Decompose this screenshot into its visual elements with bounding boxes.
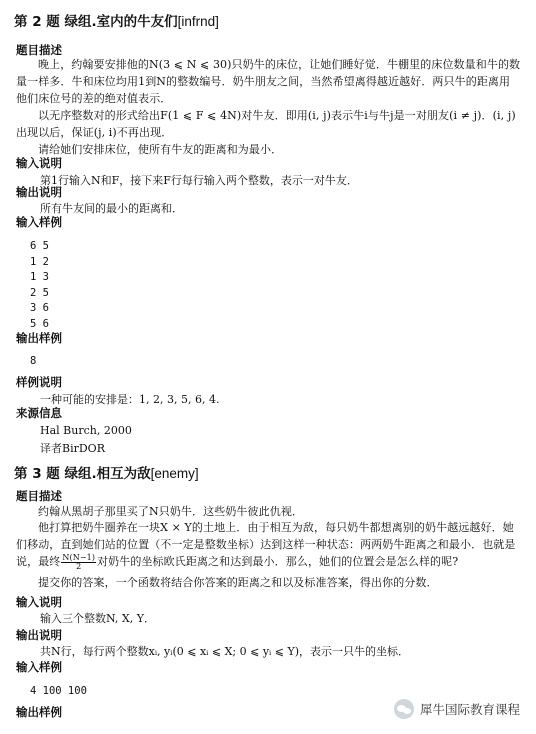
watermark <box>394 699 520 719</box>
problem-2-explain-heading: 样例说明 <box>16 375 62 389</box>
problem-3-title <box>14 462 199 482</box>
problem-3-desc-p1: 约翰从黑胡子那里买了N只奶牛．这些奶牛彼此仇视． <box>38 505 304 518</box>
problem-2-output-heading: 输出说明 <box>16 185 62 199</box>
problem-2-output-text: 所有牛友间的最小的距离和． <box>40 202 183 215</box>
problem-3-desc-p3: 提交你的答案，一个函数将结合你答案的距离之和以及标准答案，得出你的分数． <box>38 576 438 589</box>
sample-in-line: 3 6 <box>30 302 49 314</box>
problem-2-sample-in-heading: 输入样例 <box>16 215 62 229</box>
fraction-numerator: N(N−1) <box>62 552 96 562</box>
problem-3-output-text: 共N行，每行两个整数xᵢ, yᵢ(0 ⩽ xᵢ ⩽ X; 0 ⩽ yᵢ ⩽ Y)，表示一只牛的坐标． <box>40 645 410 658</box>
problem-2-source-author: Hal Burch, 2000 <box>40 424 132 437</box>
problem-3-desc-p2-a: 他打算把奶牛圈养在一块X × Y的土地上．由于相互为敌，每只奶牛都想离别的奶牛越远越好．她们移动，直到她们站的位置（不一定是整数坐标）达到这样一种状态：两两奶牛距离之和最小．也就是说，最终 <box>16 521 516 568</box>
problem-3-title-text: 第 3 题 绿组.相互为敌 <box>14 466 151 482</box>
problem-2-title <box>14 10 219 30</box>
problem-3-sample-out-heading: 输出样例 <box>16 705 62 719</box>
problem-2-sample-out: 8 <box>30 355 37 367</box>
problem-3-desc-p2-b: 对奶牛的坐标欧氏距离之和达到最小．那么，她们的位置会是怎么样的呢? <box>97 555 459 568</box>
problem-2-input-text: 第1行输入N和F，接下来F行每行输入两个整数，表示一对牛友． <box>40 174 358 187</box>
problem-2-source-heading: 来源信息 <box>16 406 62 420</box>
fraction <box>61 554 96 571</box>
problem-2-input-heading: 输入说明 <box>16 156 62 170</box>
problem-3-desc-heading: 题目描述 <box>16 489 62 503</box>
fraction-denominator: 2 <box>76 561 82 571</box>
sample-in-line: 1 3 <box>30 271 49 283</box>
problem-3-output-heading: 输出说明 <box>16 628 62 642</box>
problem-2-desc-p2: 以无序整数对的形式给出F(1 ⩽ F ⩽ 4N)对牛友．即用(i, j)表示牛i与牛j是一对朋友(i ≠ j)．(i, j)出现以后，保证(j, i)不再出现． <box>16 109 516 139</box>
sample-in-line: 1 2 <box>30 256 49 268</box>
sample-in-line: 5 6 <box>30 318 49 330</box>
problem-3-sample-in-heading: 输入样例 <box>16 660 62 674</box>
problem-2-desc-p3: 请给她们安排床位，使所有牛友的距离和为最小． <box>38 143 283 156</box>
problem-2-title-text: 第 2 题 绿组.室内的牛友们 <box>14 14 178 30</box>
problem-2-desc-heading: 题目描述 <box>16 43 62 57</box>
sample-in-line: 6 5 <box>30 240 49 252</box>
sample-in-line: 2 5 <box>30 287 49 299</box>
problem-3-desc-p2 <box>16 519 521 571</box>
problem-2-sample-out-heading: 输出样例 <box>16 331 62 345</box>
problem-3-sample-in: 4 100 100 <box>30 685 87 697</box>
problem-2-explain-text: 一种可能的安排是：1, 2, 3, 5, 6, 4. <box>40 393 220 406</box>
wechat-icon <box>394 699 414 719</box>
problem-3-input-heading: 输入说明 <box>16 595 62 609</box>
problem-2-source-translator: 译者BirDOR <box>40 442 105 455</box>
problem-2-tag: [infrnd] <box>177 14 219 29</box>
problem-2-desc-p1: 晚上，约翰要安排他的N(3 ⩽ N ⩽ 30)只奶牛的床位，让她们睡好觉．牛棚里的床位数量和牛的数量一样多．牛和床位均用1到N的整数编号．奶牛朋友之间，当然希望离得越近越好．两只牛的距离用他们床位号的差的绝对值表示． <box>16 58 521 105</box>
problem-3-input-text: 输入三个整数N, X, Y． <box>40 612 155 625</box>
watermark-text: 犀牛国际教育课程 <box>419 702 520 717</box>
problem-3-tag: [enemy] <box>150 466 199 481</box>
